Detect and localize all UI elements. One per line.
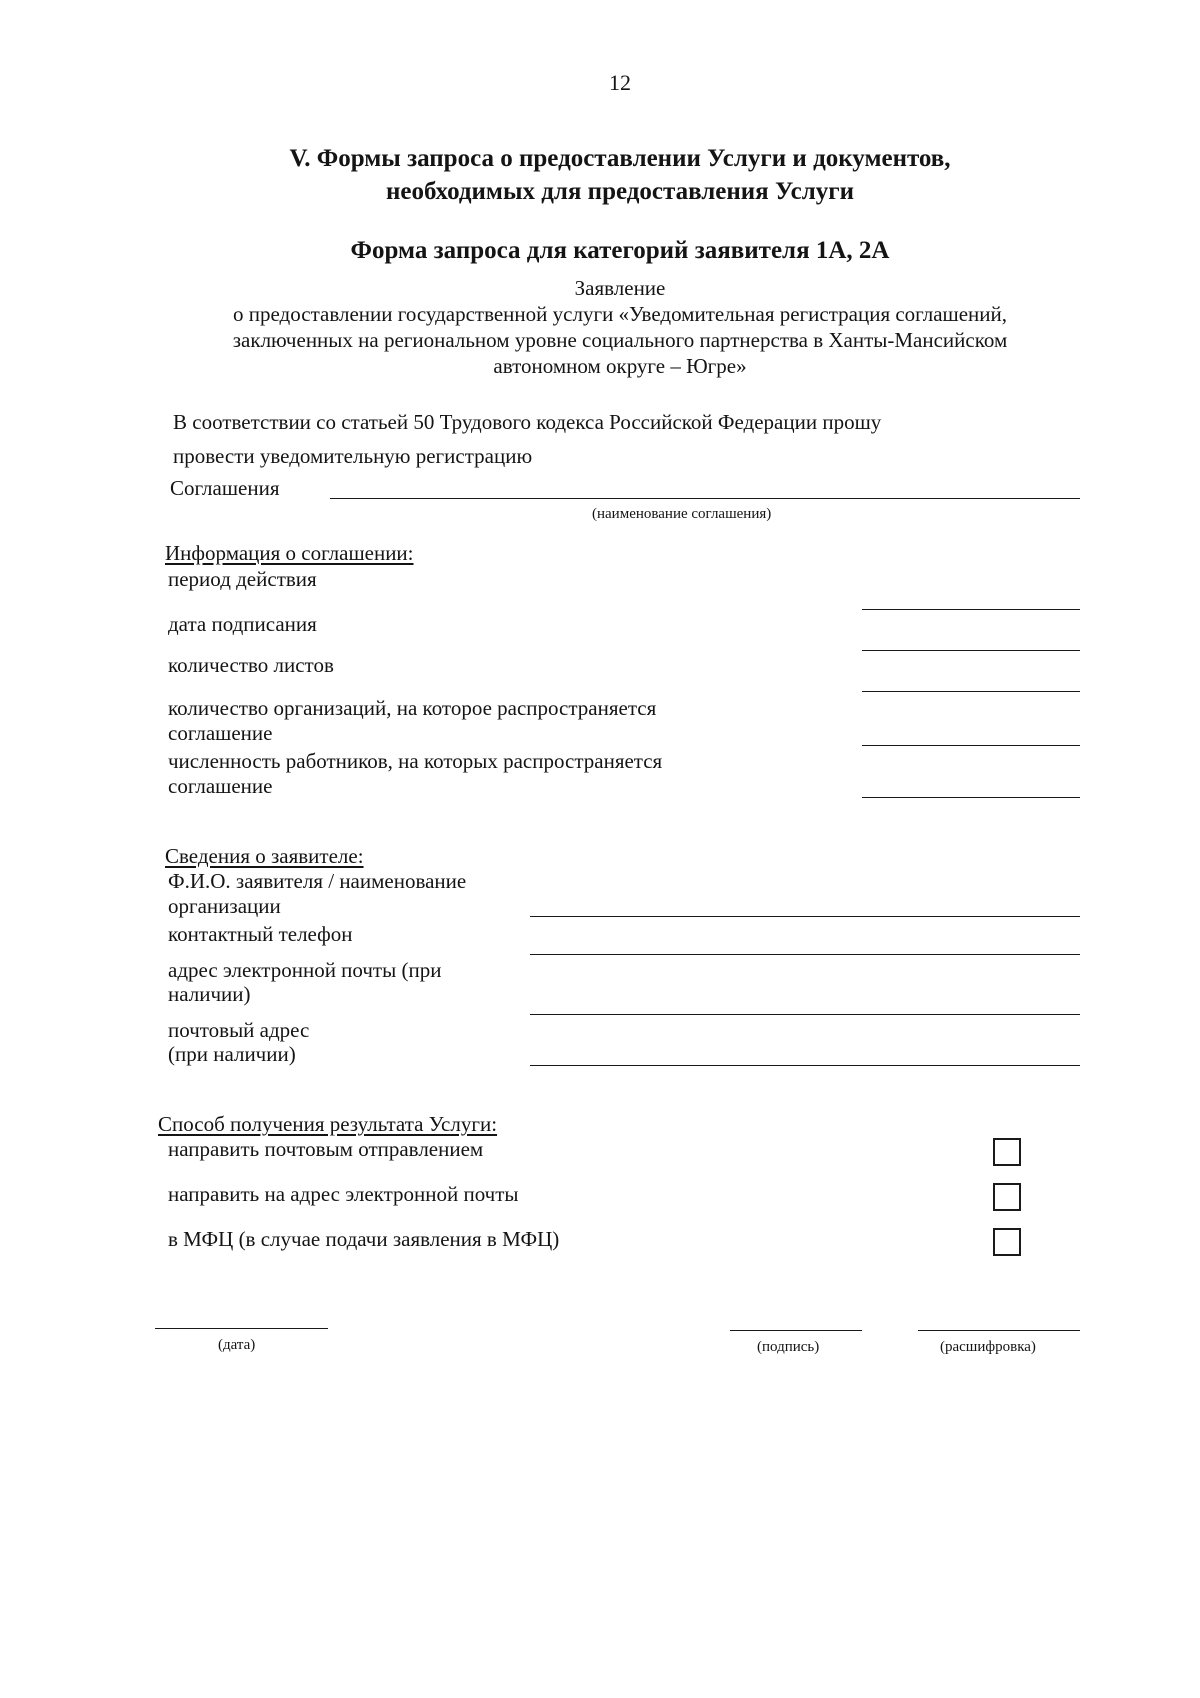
form-title: Форма запроса для категорий заявителя 1А, 2А <box>350 237 890 264</box>
request-line1: В соответствии со статьей 50 Трудового кодекса Российской Федерации прошу <box>173 410 882 434</box>
agreement-info-heading: Информация о соглашении: <box>165 541 414 565</box>
sign-date-label: дата подписания <box>168 612 317 636</box>
statement-line2: заключенных на региональном уровне социального партнерства в Ханты-Мансийском <box>232 328 1008 352</box>
orgs-field[interactable] <box>862 745 1080 746</box>
orgs-label-line2: соглашение <box>168 721 273 745</box>
signature-field[interactable] <box>730 1330 862 1331</box>
statement-line1: о предоставлении государственной услуги «Уведомительная регистрация соглашений, <box>233 302 1007 326</box>
sheets-label: количество листов <box>168 653 334 677</box>
applicant-heading: Сведения о заявителе: <box>165 844 364 868</box>
signature-caption: (подпись) <box>757 1339 820 1355</box>
option-mfc-checkbox[interactable] <box>993 1228 1021 1256</box>
sheets-field[interactable] <box>862 691 1080 692</box>
option-postal-label: направить почтовым отправлением <box>168 1137 484 1161</box>
section-title <box>220 142 1020 208</box>
option-email-checkbox[interactable] <box>993 1183 1021 1211</box>
option-email-label: направить на адрес электронной почты <box>168 1182 519 1206</box>
decoding-field[interactable] <box>918 1330 1080 1331</box>
phone-field[interactable] <box>530 954 1080 955</box>
applicant-name-field[interactable] <box>530 916 1080 917</box>
decoding-caption: (расшифровка) <box>940 1339 1036 1355</box>
applicant-name-label-line2: организации <box>168 894 281 918</box>
email-field[interactable] <box>530 1014 1080 1015</box>
agreement-name-caption: (наименование соглашения) <box>592 506 772 522</box>
period-field[interactable] <box>862 609 1080 610</box>
agreement-label: Соглашения <box>170 476 280 500</box>
section-title-line1: V. Формы запроса о предоставлении Услуги и документов, <box>289 145 951 172</box>
page-number: 12 <box>609 70 631 95</box>
phone-label: контактный телефон <box>168 922 353 946</box>
email-label-line2: наличии) <box>168 982 251 1006</box>
request-line2: провести уведомительную регистрацию <box>173 444 533 468</box>
date-field[interactable] <box>155 1328 328 1329</box>
result-method-heading: Способ получения результата Услуги: <box>158 1112 498 1136</box>
postal-label-line2: (при наличии) <box>168 1042 296 1066</box>
applicant-name-label-line1: Ф.И.О. заявителя / наименование <box>168 869 467 893</box>
option-mfc-label: в МФЦ (в случае подачи заявления в МФЦ) <box>168 1227 560 1251</box>
orgs-label-line1: количество организаций, на которое распространяется <box>168 696 657 720</box>
statement-line3: автономном округе – Югре» <box>493 354 747 378</box>
option-postal-checkbox[interactable] <box>993 1138 1021 1166</box>
statement-heading: Заявление <box>574 276 666 300</box>
workers-field[interactable] <box>862 797 1080 798</box>
sign-date-field[interactable] <box>862 650 1080 651</box>
agreement-name-field[interactable] <box>330 498 1080 499</box>
date-caption: (дата) <box>218 1337 256 1353</box>
postal-field[interactable] <box>530 1065 1080 1066</box>
section-title-line2: необходимых для предоставления Услуги <box>386 178 854 205</box>
workers-label-line2: соглашение <box>168 774 273 798</box>
period-label: период действия <box>168 567 317 591</box>
workers-label-line1: численность работников, на которых распространяется <box>168 749 663 773</box>
postal-label-line1: почтовый адрес <box>168 1018 310 1042</box>
email-label-line1: адрес электронной почты (при <box>168 958 442 982</box>
